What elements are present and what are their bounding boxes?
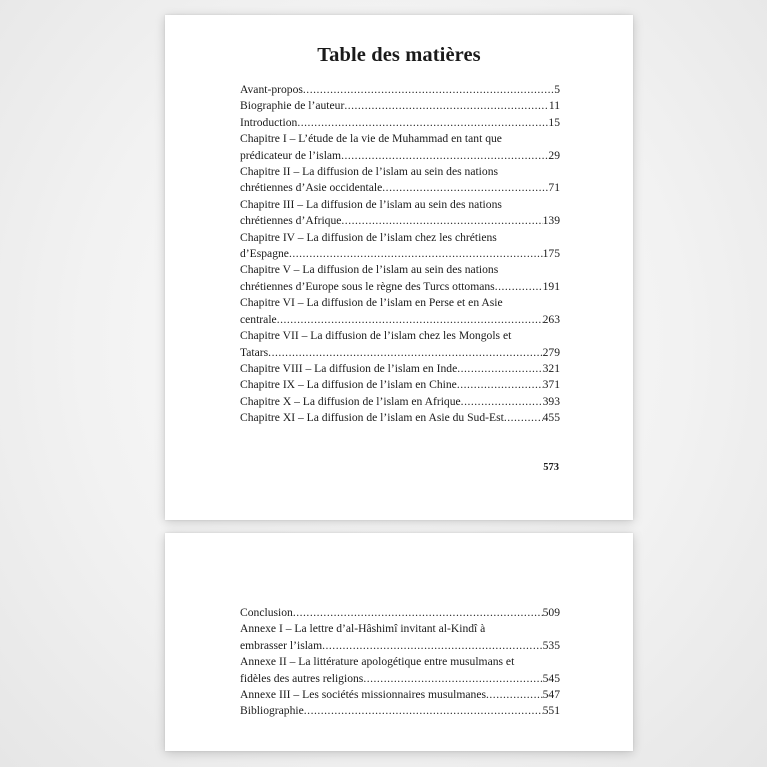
- table-of-contents-continued: [240, 605, 560, 720]
- toc-entry-title: Chapitre V – La diffusion de l’islam au sein des nations: [240, 263, 499, 277]
- toc-entry-line: [240, 410, 560, 426]
- toc-page-number: 535: [542, 638, 560, 652]
- toc-entry-title: Chapitre X – La diffusion de l’islam en Afrique: [240, 394, 461, 408]
- toc-entry-title: Chapitre XI – La diffusion de l’islam en Asie du Sud-Est: [240, 411, 504, 425]
- toc-entry: [240, 197, 560, 230]
- toc-page-number: 321: [542, 361, 560, 375]
- toc-page-number: 509: [542, 606, 560, 619]
- toc-entry-line: [240, 279, 560, 295]
- toc-entry-title: embrasser l’islam: [240, 638, 323, 652]
- toc-page-number: 279: [542, 345, 560, 359]
- toc-entry-line: [240, 312, 560, 328]
- dot-leader: [457, 377, 543, 393]
- toc-entry-title: Chapitre VIII – La diffusion de l’islam en Inde: [240, 361, 458, 375]
- toc-entry-title: Bibliographie: [240, 704, 304, 718]
- dot-leader: [289, 246, 543, 262]
- dot-leader: [293, 605, 543, 621]
- toc-entry-title: fidèles des autres religions: [240, 671, 364, 685]
- toc-entry-title: chrétiennes d’Europe sous le règne des Turcs ottomans: [240, 279, 495, 293]
- toc-entry-line: [240, 246, 560, 262]
- toc-entry-title: prédicateur de l’islam: [240, 148, 342, 162]
- toc-entry-line: [240, 197, 560, 213]
- toc-entry-title: Avant-propos: [240, 83, 303, 96]
- toc-page-number: 393: [542, 394, 560, 408]
- toc-entry-title: chrétiennes d’Afrique: [240, 214, 342, 228]
- page-number: 573: [543, 462, 559, 473]
- toc-entry: [240, 295, 560, 328]
- dot-leader: [297, 115, 548, 131]
- page-title: Table des matières: [317, 44, 481, 66]
- book-page-top: [165, 15, 633, 520]
- toc-entry: [240, 377, 560, 393]
- toc-entry-line: [240, 361, 560, 377]
- toc-entry-line: [240, 82, 560, 98]
- toc-entry: [240, 361, 560, 377]
- dot-leader: [303, 82, 554, 98]
- toc-entry-line: [240, 377, 560, 393]
- toc-entry-title: Chapitre IX – La diffusion de l’islam en Chine: [240, 378, 457, 392]
- dot-leader: [504, 410, 543, 426]
- toc-page-number: 551: [542, 704, 560, 718]
- toc-entry: [240, 410, 560, 426]
- toc-entry-title: Chapitre III – La diffusion de l’islam au sein des nations: [240, 197, 502, 211]
- dot-leader: [344, 98, 549, 114]
- toc-entry: [240, 703, 560, 719]
- toc-entry-title: centrale: [240, 312, 277, 326]
- toc-entry-line: [240, 394, 560, 410]
- toc-page-number: 175: [542, 247, 560, 261]
- toc-entry-line: [240, 605, 560, 621]
- toc-entry-line: [240, 164, 560, 180]
- toc-entry-title: Annexe I – La lettre d’al-Hâshimî invitant al-Kindî à: [240, 622, 486, 636]
- toc-entry-line: [240, 131, 560, 147]
- toc-entry-line: [240, 345, 560, 361]
- toc-page-number: 191: [542, 279, 560, 293]
- toc-entry-title: Tatars: [240, 345, 269, 359]
- toc-entry-line: [240, 654, 560, 670]
- toc-entry-line: [240, 115, 560, 131]
- toc-entry-line: [240, 328, 560, 344]
- toc-entry: [240, 230, 560, 263]
- dot-leader: [268, 345, 542, 361]
- toc-entry-line: [240, 180, 560, 196]
- dot-leader: [382, 180, 548, 196]
- toc-entry: [240, 687, 560, 703]
- toc-entry-title: Annexe II – La littérature apologétique entre musulmans et: [240, 655, 515, 669]
- toc-entry-line: [240, 703, 560, 719]
- toc-entry: [240, 328, 560, 361]
- toc-entry-title: Conclusion: [240, 606, 293, 619]
- toc-entry: [240, 131, 560, 164]
- dot-leader: [304, 703, 543, 719]
- toc-entry-title: Annexe III – Les sociétés missionnaires musulmanes: [240, 688, 486, 702]
- dot-leader: [322, 638, 543, 654]
- toc-entry: [240, 654, 560, 687]
- toc-entry-title: Chapitre VII – La diffusion de l’islam chez les Mongols et: [240, 329, 512, 343]
- toc-entry-title: Chapitre VI – La diffusion de l’islam en Perse et en Asie: [240, 296, 503, 310]
- toc-page-number: 15: [548, 115, 560, 129]
- toc-entry-line: [240, 98, 560, 114]
- toc-entry: [240, 605, 560, 621]
- toc-entry-line: [240, 621, 560, 637]
- dot-leader: [363, 671, 542, 687]
- toc-page-number: 5: [554, 83, 560, 96]
- toc-entry-title: Introduction: [240, 115, 298, 129]
- toc-entry-line: [240, 687, 560, 703]
- dot-leader: [277, 312, 543, 328]
- toc-entry-line: [240, 148, 560, 164]
- toc-page-number: 545: [542, 671, 560, 685]
- book-page-bottom: [165, 533, 633, 751]
- toc-entry-title: chrétiennes d’Asie occidentale: [240, 181, 383, 195]
- toc-page-number: 455: [542, 411, 560, 425]
- toc-entry-line: [240, 230, 560, 246]
- toc-page-number: 371: [542, 378, 560, 392]
- toc-entry: [240, 115, 560, 131]
- dot-leader: [486, 687, 543, 703]
- toc-page-number: 71: [548, 181, 560, 195]
- toc-entry: [240, 164, 560, 197]
- dot-leader: [457, 361, 542, 377]
- toc-entry-line: [240, 295, 560, 311]
- table-of-contents: [240, 82, 560, 427]
- toc-entry: [240, 621, 560, 654]
- toc-entry-title: Chapitre IV – La diffusion de l’islam chez les chrétiens: [240, 230, 497, 244]
- toc-entry: [240, 394, 560, 410]
- toc-entry-title: d’Espagne: [240, 247, 289, 261]
- toc-entry-line: [240, 671, 560, 687]
- toc-entry: [240, 82, 560, 98]
- toc-page-number: 263: [542, 312, 560, 326]
- toc-entry: [240, 98, 560, 114]
- toc-entry-line: [240, 638, 560, 654]
- dot-leader: [341, 148, 548, 164]
- toc-page-number: 547: [542, 688, 560, 702]
- toc-entry-line: [240, 213, 560, 229]
- toc-page-number: 29: [548, 148, 560, 162]
- toc-entry-line: [240, 262, 560, 278]
- dot-leader: [495, 279, 543, 295]
- toc-entry-title: Biographie de l’auteur: [240, 99, 345, 113]
- toc-page-number: 139: [542, 214, 560, 228]
- toc-page-number: 11: [548, 99, 560, 113]
- toc-entry-title: Chapitre II – La diffusion de l’islam au sein des nations: [240, 165, 499, 179]
- toc-entry: [240, 262, 560, 295]
- dot-leader: [461, 394, 543, 410]
- toc-entry-title: Chapitre I – L’étude de la vie de Muhammad en tant que: [240, 132, 502, 146]
- dot-leader: [341, 213, 542, 229]
